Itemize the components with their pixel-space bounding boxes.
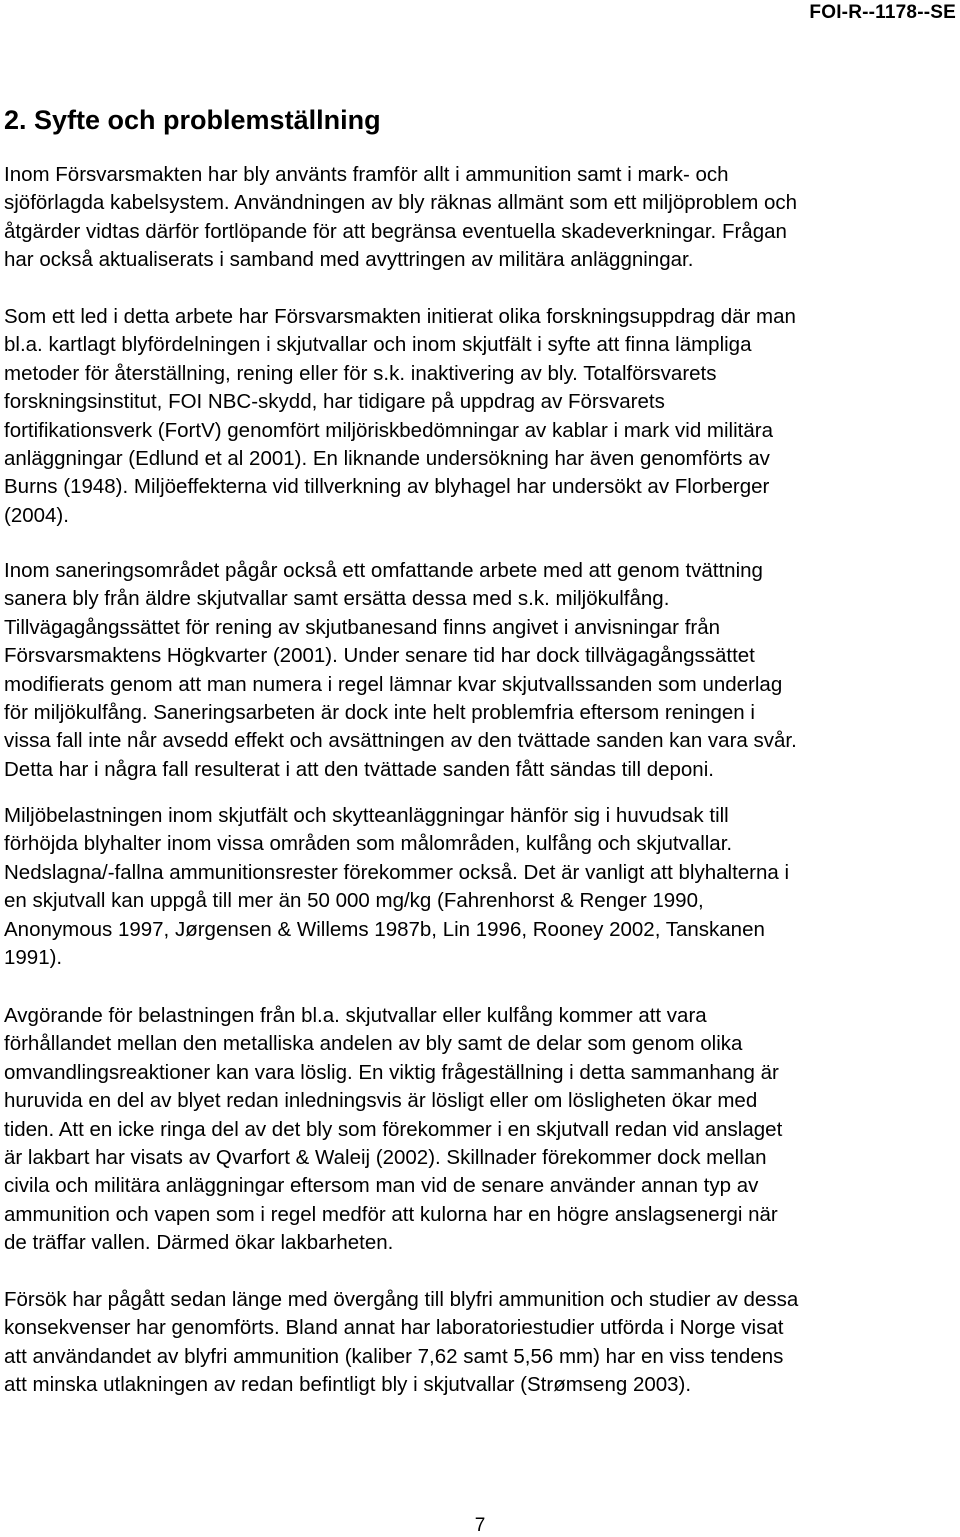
text-line: Inom Försvarsmakten har bly använts framför allt i ammunition samt i mark- och — [4, 163, 729, 186]
paragraph — [4, 1286, 956, 1400]
text-line: metoder för återställning, rening eller för s.k. inaktivering av bly. Totalförsvarets — [4, 361, 717, 385]
text-line: sjöförlagda kabelsystem. Användningen av bly räknas allmänt som ett miljöproblem och — [4, 191, 798, 215]
text-line: Som ett led i detta arbete har Försvarsmakten initierat olika forskningsuppdrag där man — [4, 305, 796, 328]
paragraph — [4, 1002, 956, 1258]
text-line: huruvida en del av blyet redan inledningsvis är lösligt eller om lösligheten ökar med — [4, 1089, 758, 1113]
text-line: sanera bly från äldre skjutvallar samt ersätta dessa med s.k. miljökulfång. — [4, 587, 670, 611]
text-line: konsekvenser har genomförts. Bland annat har laboratoriestudier utförda i Norge visat — [4, 1316, 784, 1340]
text-line: för miljökulfång. Saneringsarbeten är dock inte helt problemfria eftersom reningen i — [4, 701, 755, 725]
text-line: Nedslagna/-fallna ammunitionsrester förekommer också. Det är vanligt att blyhalterna i — [4, 860, 790, 884]
text-line: (2004). — [4, 503, 69, 527]
text-line: civila och militära anläggningar eftersom man vid de senare använder annan typ av — [4, 1174, 759, 1198]
text-line: Anonymous 1997, Jørgensen & Willems 1987b, Lin 1996, Rooney 2002, Tanskanen — [4, 917, 765, 941]
text-line: fortifikationsverk (FortV) genomfört miljöriskbedömningar av kablar i mark vid militära — [4, 418, 773, 442]
text-line: Detta har i några fall resulterat i att den tvättade sanden fått sändas till deponi. — [4, 757, 714, 781]
text-line: forskningsinstitut, FOI NBC-skydd, har tidigare på uppdrag av Försvarets — [4, 390, 665, 414]
paragraph — [4, 161, 956, 275]
text-line: 1991). — [4, 946, 63, 970]
text-line: är lakbart har visats av Qvarfort & Waleij (2002). Skillnader förekommer dock mellan — [4, 1146, 767, 1170]
text-line: modifierats genom att man numera i regel lämnar kvar skjutvallssanden som underlag — [4, 672, 783, 696]
section-heading: 2. Syfte och problemställning — [4, 105, 381, 135]
text-line: förhöjda blyhalter inom vissa områden som målområden, kulfång och skjutvallar. — [4, 832, 733, 856]
text-line: har också aktualiserats i samband med avyttringen av militära anläggningar. — [4, 248, 694, 272]
text-line: omvandlingsreaktioner kan vara löslig. En viktig frågeställning i detta sammanhang är — [4, 1060, 779, 1084]
paragraph — [4, 557, 956, 784]
text-line: anläggningar (Edlund et al 2001). En liknande undersökning har även genomförts av — [4, 447, 770, 471]
text-line: att minska utlakningen av redan befintligt bly i skjutvallar (Strømseng 2003). — [4, 1373, 692, 1397]
text-line: en skjutvall kan uppgå till mer än 50 000 mg/kg (Fahrenhorst & Renger 1990, — [4, 889, 704, 913]
page-number: 7 — [474, 1515, 486, 1536]
text-line: de träffar vallen. Därmed ökar lakbarheten. — [4, 1231, 394, 1255]
text-line: förhållandet mellan den metalliska andelen av bly samt de delar som genom olika — [4, 1032, 743, 1056]
text-line: Försvarsmaktens Högkvarter (2001). Under senare tid har dock tillvägagångssättet — [4, 644, 755, 668]
text-line: Försök har pågått sedan länge med övergång till blyfri ammunition och studier av dessa — [4, 1288, 799, 1311]
text-line: Tillvägagångssättet för rening av skjutbanesand finns angivet i anvisningar från — [4, 615, 721, 639]
text-line: tiden. Att en icke ringa del av det bly som förekommer i en skjutvall redan vid anslaget — [4, 1117, 783, 1141]
text-line: Burns (1948). Miljöeffekterna vid tillverkning av blyhagel har undersökt av Florberger — [4, 475, 770, 499]
text-line: Avgörande för belastningen från bl.a. skjutvallar eller kulfång kommer att vara — [4, 1004, 707, 1027]
paragraph — [4, 303, 956, 530]
report-id: FOI-R--1178--SE — [809, 2, 956, 23]
text-line: bl.a. kartlagt blyfördelningen i skjutvallar och inom skjutfält i syfte att finna lämpliga — [4, 333, 752, 357]
text-line: vissa fall inte når avsedd effekt och avsättningen av den tvättade sanden kan vara svår. — [4, 729, 797, 753]
text-line: att användandet av blyfri ammunition (kaliber 7,62 samt 5,56 mm) har en viss tendens — [4, 1344, 784, 1368]
text-line: åtgärder vidtas därför fortlöpande för att begränsa eventuella skadeverkningar. Frågan — [4, 219, 787, 243]
text-line: Inom saneringsområdet pågår också ett omfattande arbete med att genom tvättning — [4, 559, 763, 582]
text-line: ammunition och vapen som i regel medför att kulorna har en högre anslagsenergi när — [4, 1202, 778, 1226]
text-line: Miljöbelastningen inom skjutfält och skytteanläggningar hänför sig i huvudsak till — [4, 804, 729, 827]
paragraph — [4, 802, 956, 972]
